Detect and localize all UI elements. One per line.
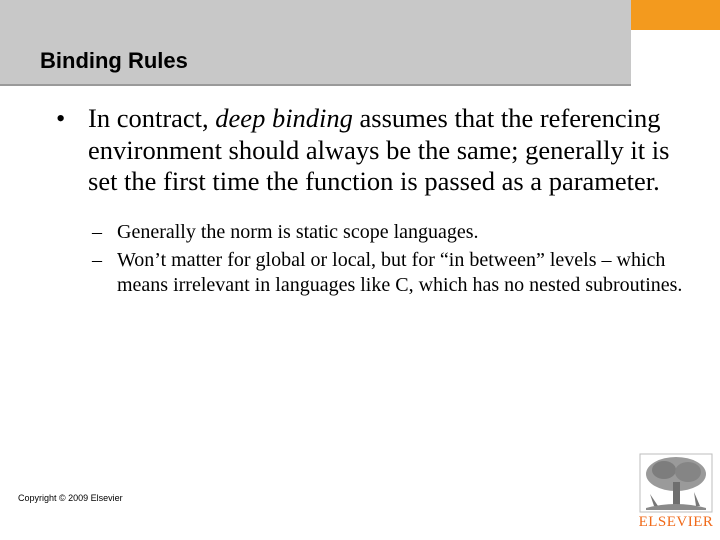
copyright-footer: Copyright © 2009 Elsevier bbox=[18, 493, 123, 503]
elsevier-wordmark: ELSEVIER bbox=[638, 514, 714, 530]
bullet-emphasis: deep binding bbox=[215, 103, 353, 133]
sub-bullet-text: Generally the norm is static scope languages. bbox=[117, 220, 479, 243]
slide-body bbox=[56, 103, 696, 301]
main-bullet bbox=[56, 103, 696, 198]
dash-marker: – bbox=[92, 220, 102, 243]
bullet-text-end: assumes that the referencing environment should always be the same; generally it is set the first time the function is passed as a parameter. bbox=[88, 103, 670, 196]
accent-block bbox=[631, 0, 720, 30]
dash-marker: – bbox=[92, 248, 102, 271]
tree-icon bbox=[636, 452, 716, 514]
sub-bullet bbox=[62, 220, 696, 245]
sub-bullet bbox=[62, 248, 696, 298]
sub-bullet-text: Won’t matter for global or local, but for “in between” levels – which means irrelevant in languages like C, which has no nested subroutines. bbox=[117, 248, 683, 296]
bullet-marker: • bbox=[56, 103, 66, 133]
bullet-text-start: In contract, bbox=[88, 103, 216, 133]
slide-title: Binding Rules bbox=[40, 48, 188, 73]
sub-bullet-list bbox=[56, 220, 696, 298]
title-bar-rule bbox=[0, 84, 631, 86]
elsevier-logo bbox=[636, 452, 716, 536]
